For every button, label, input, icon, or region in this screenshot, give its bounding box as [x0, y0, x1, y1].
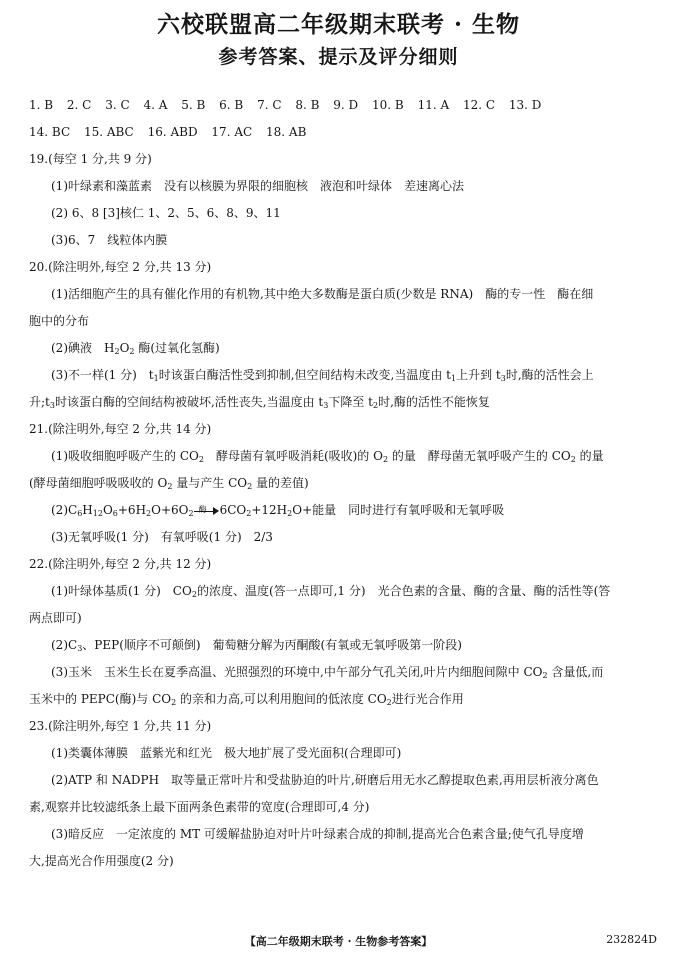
q22-heading: 22.(除注明外,每空 2 分,共 12 分) — [29, 557, 212, 571]
q19-part-2: (2) 6、8 [3]核仁 1、2、5、6、8、9、11 — [51, 206, 281, 220]
mc-answer: 6. B — [219, 98, 244, 112]
subscript: 2 — [247, 482, 253, 491]
mc-answer: 8. B — [295, 98, 320, 112]
arrow-head — [213, 507, 219, 515]
q20-part-2 — [29, 335, 653, 362]
subscript: 6 — [112, 509, 118, 518]
mc-answer: 5. B — [181, 98, 206, 112]
text-run: 上升到 t — [456, 368, 501, 382]
text-run: 含量低,而 — [547, 665, 604, 679]
text-run: 时,酶的活性会上 — [505, 368, 594, 382]
document-code: 232824D — [606, 933, 657, 946]
page-footer: 【高二年级期末联考 · 生物参考答案】 — [244, 935, 433, 948]
mc-answer: 17. AC — [211, 125, 253, 139]
mc-answer: 12. C — [462, 98, 496, 112]
text-run: 时该蛋白酶的空间结构被破坏,活性丧失,当温度由 t — [54, 395, 324, 409]
q23-part-3-line-1: (3)暗反应 一定浓度的 MT 可缓解盐胁迫对叶片叶绿素合成的抑制,提高光合色素含量;使气孔导度增 — [51, 827, 584, 841]
q21-part-1-line-1 — [29, 443, 653, 470]
mc-answer: 18. AB — [266, 125, 307, 139]
mc-answer: 10. B — [372, 98, 404, 112]
answer-content — [29, 92, 653, 875]
mc-answer: 9. D — [333, 98, 359, 112]
subscript: 2 — [191, 590, 197, 599]
q22-part-1-line-2: 两点即可) — [29, 611, 82, 625]
subscript: 1 — [451, 374, 457, 383]
reaction-arrow — [194, 505, 220, 517]
q19-heading: 19.(每空 1 分,共 9 分) — [29, 152, 152, 166]
subscript: 2 — [570, 455, 576, 464]
text-run: 玉米中的 PEPC(酶)与 CO — [29, 692, 172, 706]
subscript: 2 — [167, 482, 173, 491]
subscript: 2 — [542, 671, 548, 680]
document-subtitle: 参考答案、提示及评分细则 — [218, 46, 459, 68]
q21-heading: 21.(除注明外,每空 2 分,共 14 分) — [29, 422, 212, 436]
text-run: (2)碘液 H — [51, 341, 115, 355]
subscript: 2 — [382, 455, 389, 464]
text-run: (1)吸收细胞呼吸产生的 CO — [51, 449, 199, 463]
text-run: O+能量 同时进行有氧呼吸和无氧呼吸 — [292, 503, 505, 517]
mc-answer: 13. D — [508, 98, 542, 112]
subscript: 2 — [114, 347, 120, 356]
q20-part-3-line-2 — [29, 389, 653, 416]
text-run: 进行光合作用 — [391, 692, 464, 706]
q23-part-1: (1)类囊体薄膜 蓝紫光和红光 极大地扩展了受光面积(合理即可) — [51, 746, 402, 760]
subscript: 2 — [386, 698, 392, 707]
q23-part-2-line-2: 素,观察并比较滤纸条上最下面两条色素带的宽度(合理即可,4 分) — [29, 800, 370, 814]
subscript: 2 — [287, 509, 293, 518]
text-run: 量与产生 CO — [172, 476, 248, 490]
document-title: 六校联盟高二年级期末联考 · 生物 — [156, 11, 521, 38]
mc-answer: 2. C — [66, 98, 92, 112]
mc-answer: 7. C — [257, 98, 282, 112]
q23-part-3-line-2: 大,提高光合作用强度(2 分) — [29, 854, 174, 868]
q19-part-3: (3)6、7 线粒体内膜 — [51, 233, 168, 247]
text-run: 酶(过氧化氢酶) — [134, 341, 220, 355]
q20-part-1-line-2: 胞中的分布 — [29, 314, 90, 328]
subscript: 2 — [146, 509, 152, 518]
q20-part-1-line-1: (1)活细胞产生的具有催化作用的有机物,其中绝大多数酶是蛋白质(少数是 RNA) 酶的专一性 酶在细 — [51, 287, 594, 301]
text-run: 酵母菌有氧呼吸消耗(吸收)的 O — [203, 449, 383, 463]
mc-answer: 15. ABC — [83, 125, 134, 139]
text-run: +12H — [251, 503, 288, 517]
subscript: 2 — [246, 509, 252, 518]
text-run: 升;t — [29, 395, 50, 409]
subscript: 2 — [198, 455, 204, 464]
q23-part-2-line-1: (2)ATP 和 NADPH 取等量正常叶片和受盐胁迫的叶片,研磨后用无水乙醇提取色素,再用层析液分离色 — [51, 773, 599, 787]
subscript: 12 — [92, 509, 103, 518]
enzyme-label: 酶 — [198, 504, 207, 514]
q22-part-1-line-1 — [29, 578, 653, 605]
q21-part-2-equation — [29, 497, 653, 524]
text-run: 量的差值) — [252, 476, 309, 490]
q20-heading: 20.(除注明外,每空 2 分,共 13 分) — [29, 260, 212, 274]
subscript: 6 — [77, 509, 83, 518]
text-run: 的量 酵母菌无氧呼吸产生的 CO — [388, 449, 571, 463]
subscript: 3 — [500, 374, 506, 383]
text-run: (1)叶绿体基质(1 分) CO — [51, 584, 192, 598]
subscript: 2 — [129, 347, 135, 356]
q23-heading: 23.(除注明外,每空 1 分,共 11 分) — [29, 719, 212, 733]
text-run: O — [119, 341, 130, 355]
mc-answer: 3. C — [105, 98, 130, 112]
subscript: 3 — [49, 401, 55, 410]
subscript: 1 — [153, 374, 159, 383]
mc-answer: 14. BC — [29, 125, 71, 139]
q22-part-3-line-1 — [29, 659, 653, 686]
text-run: 的亲和力高,可以利用胞间的低浓度 CO — [176, 692, 387, 706]
mc-answer: 16. ABD — [147, 125, 198, 139]
subscript: 2 — [372, 401, 379, 410]
text-run: (3)不一样(1 分) t — [51, 368, 154, 382]
q22-part-2 — [29, 632, 653, 659]
text-run: 下降至 t — [328, 395, 373, 409]
text-run: O — [102, 503, 113, 517]
q22-part-3-line-2 — [29, 686, 653, 713]
q21-part-1-line-2 — [29, 470, 653, 497]
text-run: 6CO — [219, 503, 247, 517]
text-run: +6H — [117, 503, 147, 517]
mc-answers-row-1 — [29, 92, 653, 119]
mc-answers-row-2 — [29, 119, 653, 146]
text-run: (2)C — [51, 503, 78, 517]
subscript: 2 — [171, 698, 177, 707]
text-run: 时,酶的活性不能恢复 — [378, 395, 490, 409]
q20-part-3-line-1 — [29, 362, 653, 389]
mc-answer: 1. B — [29, 98, 54, 112]
text-run: 、PEP(顺序不可颠倒) 葡萄糖分解为丙酮酸(有氧或无氧呼吸第一阶段) — [82, 638, 462, 652]
text-run: 的浓度、温度(答一点即可,1 分) 光合色素的含量、酶的含量、酶的活性等(答 — [196, 584, 611, 598]
text-run: (酵母菌细胞呼吸吸收的 O — [29, 476, 168, 490]
q21-part-3: (3)无氧呼吸(1 分) 有氧呼吸(1 分) 2/3 — [51, 530, 273, 544]
q19-part-1: (1)叶绿素和藻蓝素 没有以核膜为界限的细胞核 液泡和叶绿体 差速离心法 — [51, 179, 465, 193]
text-run: (2)C — [51, 638, 78, 652]
text-run: O+6O — [151, 503, 189, 517]
subscript: 3 — [77, 644, 83, 653]
text-run: 时该蛋白酶活性受到抑制,但空间结构未改变,当温度由 t — [158, 368, 452, 382]
mc-answer: 11. A — [417, 98, 450, 112]
text-run: 的量 — [575, 449, 604, 463]
mc-answer: 4. A — [143, 98, 168, 112]
subscript: 3 — [323, 401, 329, 410]
subscript: 2 — [188, 509, 194, 518]
text-run: H — [82, 503, 93, 517]
text-run: (3)玉米 玉米生长在夏季高温、光照强烈的环境中,中午部分气孔关闭,叶片内细胞间隙中 CO — [51, 665, 543, 679]
